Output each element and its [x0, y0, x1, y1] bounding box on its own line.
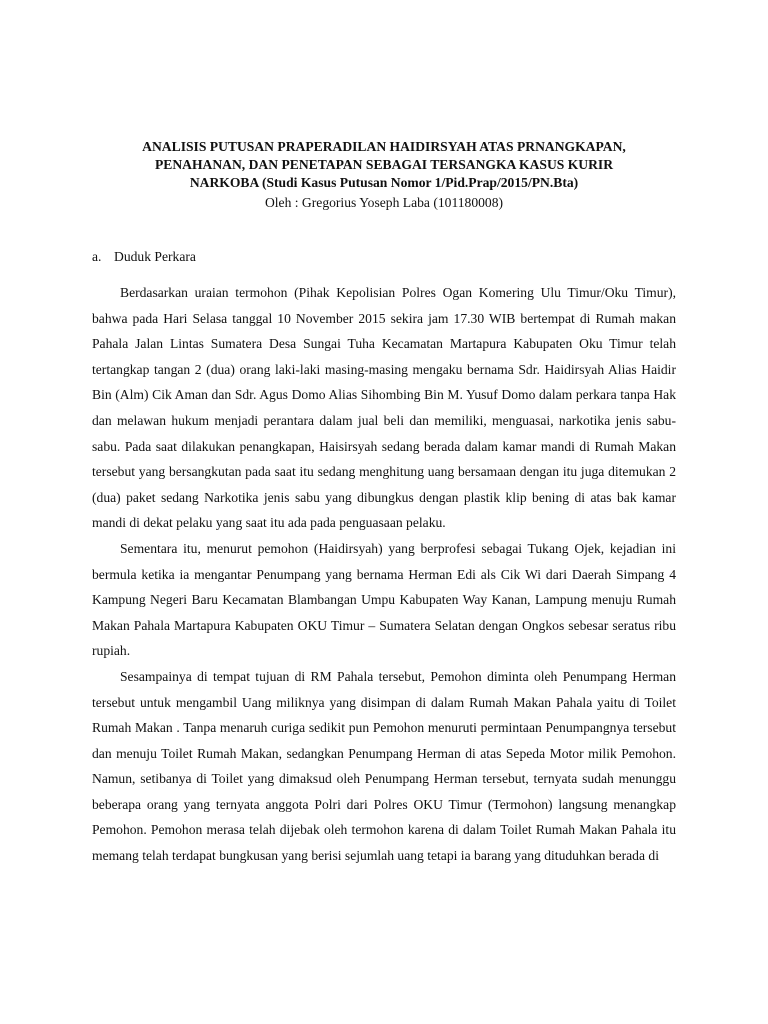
title-line-2: PENAHANAN, DAN PENETAPAN SEBAGAI TERSANGKA KASUS KURIR — [154, 157, 614, 172]
author-line: Oleh : Gregorius Yoseph Laba (101180008) — [264, 195, 504, 210]
section-letter: a. — [92, 249, 102, 264]
document-page — [92, 138, 676, 869]
section-heading — [92, 248, 676, 266]
title-line-3: NARKOBA (Studi Kasus Putusan Nomor 1/Pid.Prap/2015/PN.Bta) — [189, 175, 579, 190]
paragraph-1: Berdasarkan uraian termohon (Pihak Kepolisian Polres Ogan Komering Ulu Timur/Oku Timur), bahwa pada Hari Selasa tanggal 10 November 2015 sekira jam 17.30 WIB bertempat di Rumah makan Pahala Jalan Lintas Sumatera Desa Sungai Tuha Kecamatan Martapura Kabupaten Oku Timur telah tertangkap tangan 2 (dua) orang laki-laki masing-masing mengaku bernama Sdr. Haidirsyah Alias Haidir Bin (Alm) Cik Aman dan Sdr. Agus Domo Alias Sihombing Bin M. Yusuf Domo dalam perkara tanpa Hak dan melawan hukum menjadi perantara dalam jual beli dan memiliki, menguasai, narkotika jenis sabu-sabu. Pada saat dilakukan penangkapan, Haisirsyah sedang berada dalam kamar mandi di Rumah Makan tersebut yang bersangkutan pada saat itu sedang menghitung uang bersamaan dengan itu juga ditemukan 2 (dua) paket sedang Narkotika jenis sabu yang dibungkus dengan plastik klip bening di atas bak kamar mandi di dekat pelaku yang saat itu ada pada penguasaan pelaku. — [92, 285, 676, 531]
body-text — [92, 280, 676, 869]
section-title: Duduk Perkara — [114, 249, 196, 264]
paragraph-3: Sesampainya di tempat tujuan di RM Pahala tersebut, Pemohon diminta oleh Penumpang Herman tersebut untuk mengambil Uang miliknya yang disimpan di dalam Rumah Makan Pahala yaitu di Toilet Rumah Makan . Tanpa menaruh curiga sedikit pun Pemohon menuruti permintaan Penumpangnya tersebut dan menuju Toilet Rumah Makan, sedangkan Penumpang Herman di atas Sepeda Motor milik Pemohon. Namun, setibanya di Toilet yang dimaksud oleh Penumpang Herman tersebut, ternyata sudah menunggu beberapa orang yang ternyata anggota Polri dari Polres OKU Timur (Termohon) langsung menangkap Pemohon. Pemohon merasa telah dijebak oleh termohon karena di dalam Toilet Rumah Makan Pahala itu memang telah terdapat bungkusan yang berisi sejumlah uang tetapi ia barang yang dituduhkan berada di — [92, 668, 676, 864]
paragraph-2: Sementara itu, menurut pemohon (Haidirsyah) yang berprofesi sebagai Tukang Ojek, kejadian ini bermula ketika ia mengantar Penumpang yang bernama Herman Edi als Cik Wi dari Daerah Simpang 4 Kampung Negeri Baru Kecamatan Blambangan Umpu Kabupaten Way Kanan, Lampung menuju Rumah Makan Pahala Martapura Kabupaten OKU Timur – Sumatera Selatan dengan Ongkos sebesar seratus ribu rupiah. — [92, 540, 676, 659]
document-title — [92, 138, 676, 192]
title-line-1: ANALISIS PUTUSAN PRAPERADILAN HAIDIRSYAH ATAS PRNANGKAPAN, — [142, 139, 626, 154]
